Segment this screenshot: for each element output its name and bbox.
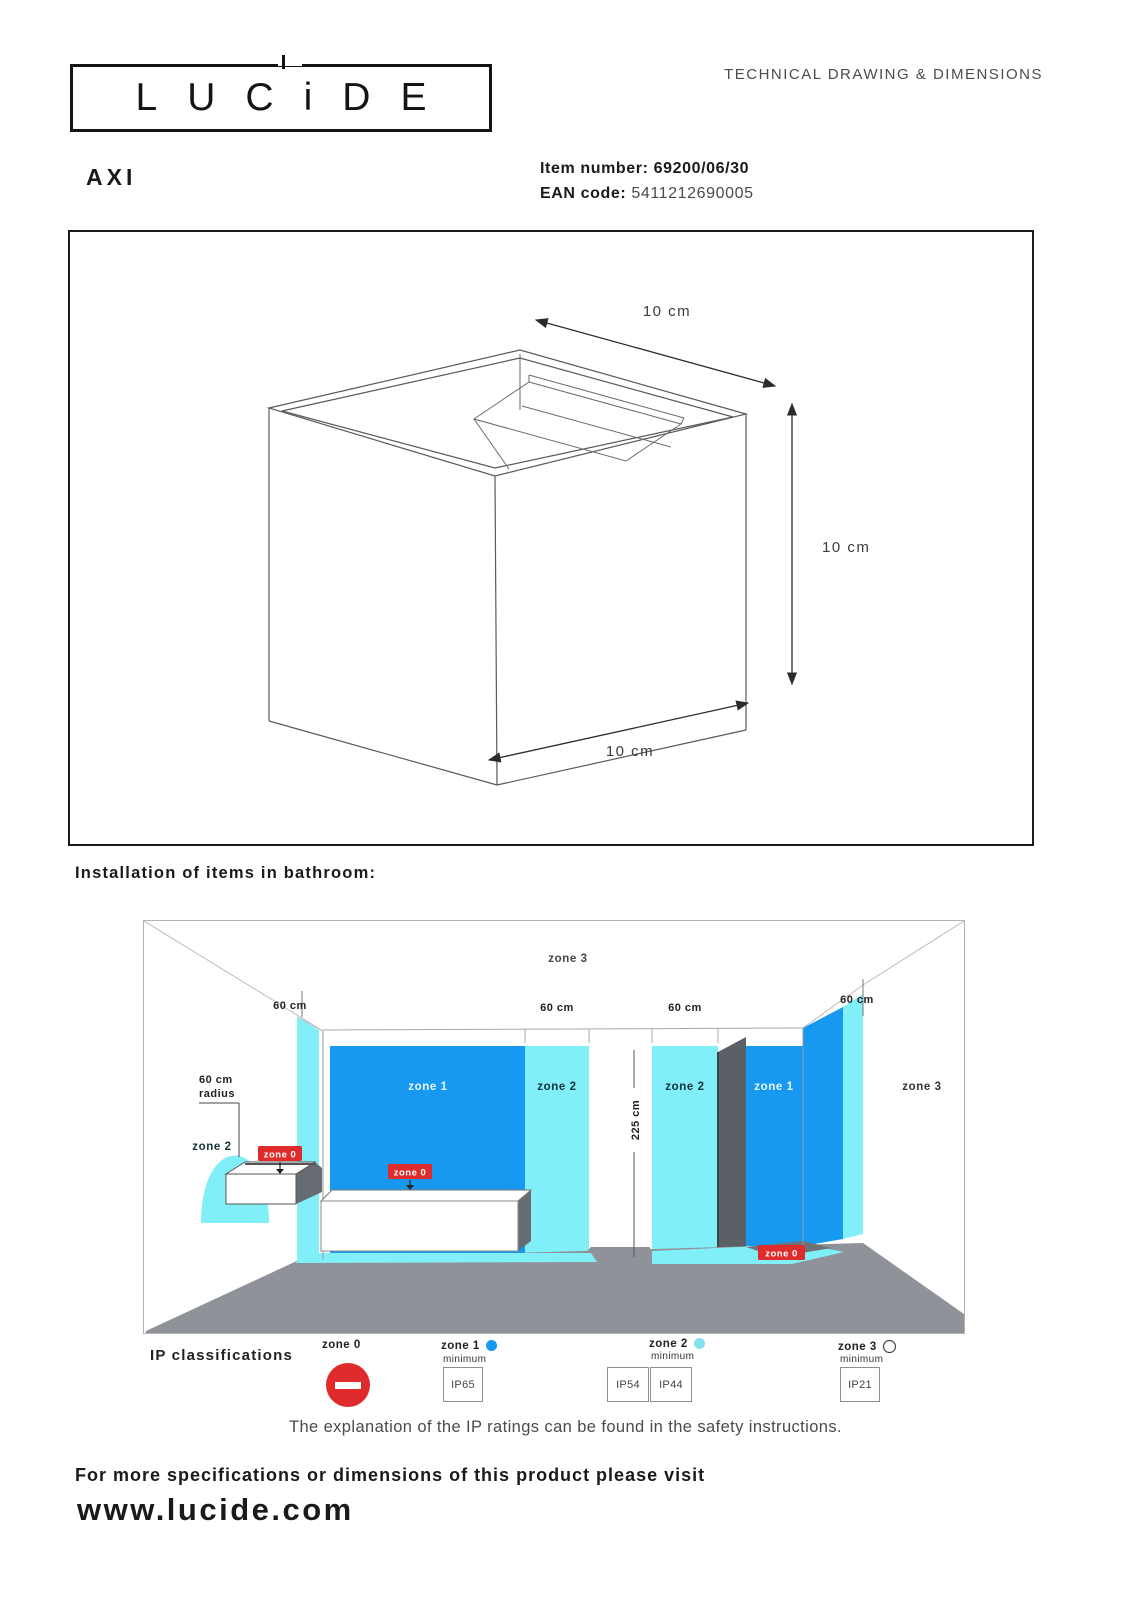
zone2-right-label: zone 2	[665, 1081, 705, 1093]
legend-zone2-label	[649, 1337, 706, 1350]
ip65-box: IP65	[443, 1367, 483, 1402]
legend-zone3-label	[838, 1339, 897, 1354]
zone0-badge-bath-label: zone 0	[393, 1167, 427, 1179]
technical-drawing-frame	[68, 230, 1034, 846]
item-info-block	[540, 156, 754, 206]
zone1-shower-label: zone 1	[754, 1081, 794, 1093]
legend-zone1-text: zone 1	[441, 1339, 480, 1352]
legend-zone0-text: zone 0	[322, 1339, 361, 1351]
washbasin	[226, 1162, 322, 1204]
cube-recess-detail	[474, 354, 684, 469]
logo-letter: U	[187, 76, 246, 119]
zone1-dot-icon	[485, 1339, 498, 1352]
dim-zone2-right: 60 cm	[668, 1002, 702, 1014]
ean-value: 5411212690005	[631, 185, 754, 202]
zone0-badge-shower-label: zone 0	[765, 1248, 798, 1260]
logo-letter: D	[342, 76, 401, 119]
logo-letter: C	[245, 76, 304, 119]
ip54-box: IP54	[607, 1367, 649, 1402]
bathroom-zone-diagram	[143, 920, 965, 1334]
wall-top-band	[323, 1028, 803, 1043]
footer-text: For more specifications or dimensions of this product please visit	[75, 1465, 706, 1485]
zone3-ceiling-label: zone 3	[548, 953, 588, 965]
zone0-badge-basin-label: zone 0	[263, 1149, 297, 1161]
zone3-dot-icon	[882, 1339, 897, 1354]
dim-left-wall: 60 cm	[273, 1000, 307, 1012]
product-name: AXI	[86, 164, 137, 190]
ip44-box: IP44	[650, 1367, 692, 1402]
doorway-floor	[584, 1247, 656, 1254]
ip21-box: IP21	[840, 1367, 880, 1402]
radius-label-2: radius	[199, 1088, 236, 1100]
lucide-logo	[70, 64, 492, 132]
ean-colon: :	[620, 185, 627, 202]
zone2-right-panel	[652, 1046, 718, 1251]
dim-right-label: 10 cm	[822, 539, 871, 556]
zone1-shower-panel	[746, 1046, 803, 1246]
no-entry-icon	[326, 1363, 370, 1407]
left-wall-cyan-strip	[297, 1017, 319, 1271]
radius-label-1: 60 cm	[199, 1074, 233, 1086]
ean-label: EAN code	[540, 185, 621, 202]
dim-bottom-label: 10 cm	[605, 743, 655, 760]
legend-zone3-minimum: minimum	[840, 1354, 884, 1365]
zone2-left-panel	[525, 1046, 589, 1259]
legend-zone2-minimum: minimum	[651, 1351, 695, 1362]
zone2-dot-icon	[693, 1337, 706, 1350]
height-dimension	[630, 1050, 642, 1257]
document-type-title: TECHNICAL DRAWING & DIMENSIONS	[724, 66, 1043, 83]
logo-letter: i	[303, 76, 343, 119]
legend-zone2-text: zone 2	[649, 1337, 688, 1350]
bathroom-diagram-svg	[144, 921, 964, 1333]
zone2-left-label: zone 2	[537, 1081, 577, 1093]
legend-zone1-label	[441, 1339, 498, 1352]
footer-url[interactable]: www.lucide.com	[77, 1492, 354, 1527]
ean-line	[540, 181, 754, 206]
shower-glass-panel	[718, 1037, 746, 1263]
ip-note: The explanation of the IP ratings can be found in the safety instructions.	[288, 1418, 843, 1436]
zone1-bath-label: zone 1	[408, 1081, 448, 1093]
zone3-wall-label: zone 3	[902, 1081, 942, 1093]
legend-zone1-minimum: minimum	[443, 1354, 487, 1365]
dim-zone2-left: 60 cm	[540, 1002, 574, 1014]
floor-cyan-band-left	[296, 1253, 597, 1263]
dim-top-label: 10 cm	[642, 303, 692, 320]
logo-border-stub	[300, 129, 334, 132]
logo-letter: L	[135, 76, 188, 119]
zone0-badge-shower	[758, 1245, 805, 1260]
right-wall-blue-panel	[803, 1007, 843, 1246]
logo-letter: E	[400, 76, 457, 119]
logo-accent-mark	[282, 55, 285, 69]
height-dim-label: 225 cm	[630, 1099, 642, 1141]
dim-ticks	[302, 979, 863, 1017]
item-number-line	[540, 156, 754, 181]
legend-zone0-label	[322, 1339, 361, 1351]
right-wall-cyan-strip	[843, 994, 863, 1239]
bathroom-section-title: Installation of items in bathroom:	[75, 864, 377, 882]
item-number-value: 69200/06/30	[653, 160, 750, 177]
bathtub	[321, 1190, 531, 1251]
dimension-labels	[606, 303, 871, 760]
dim-right-wall: 60 cm	[840, 994, 874, 1006]
no-entry-bar	[335, 1382, 361, 1389]
item-number-label: Item number:	[540, 160, 649, 177]
cube-drawing-svg	[70, 232, 1032, 844]
legend-zone3-text: zone 3	[838, 1340, 877, 1353]
ip-classifications-title: IP classifications	[150, 1347, 294, 1364]
zone2-basin-label: zone 2	[192, 1141, 232, 1153]
lucide-logo-letters	[106, 76, 457, 120]
